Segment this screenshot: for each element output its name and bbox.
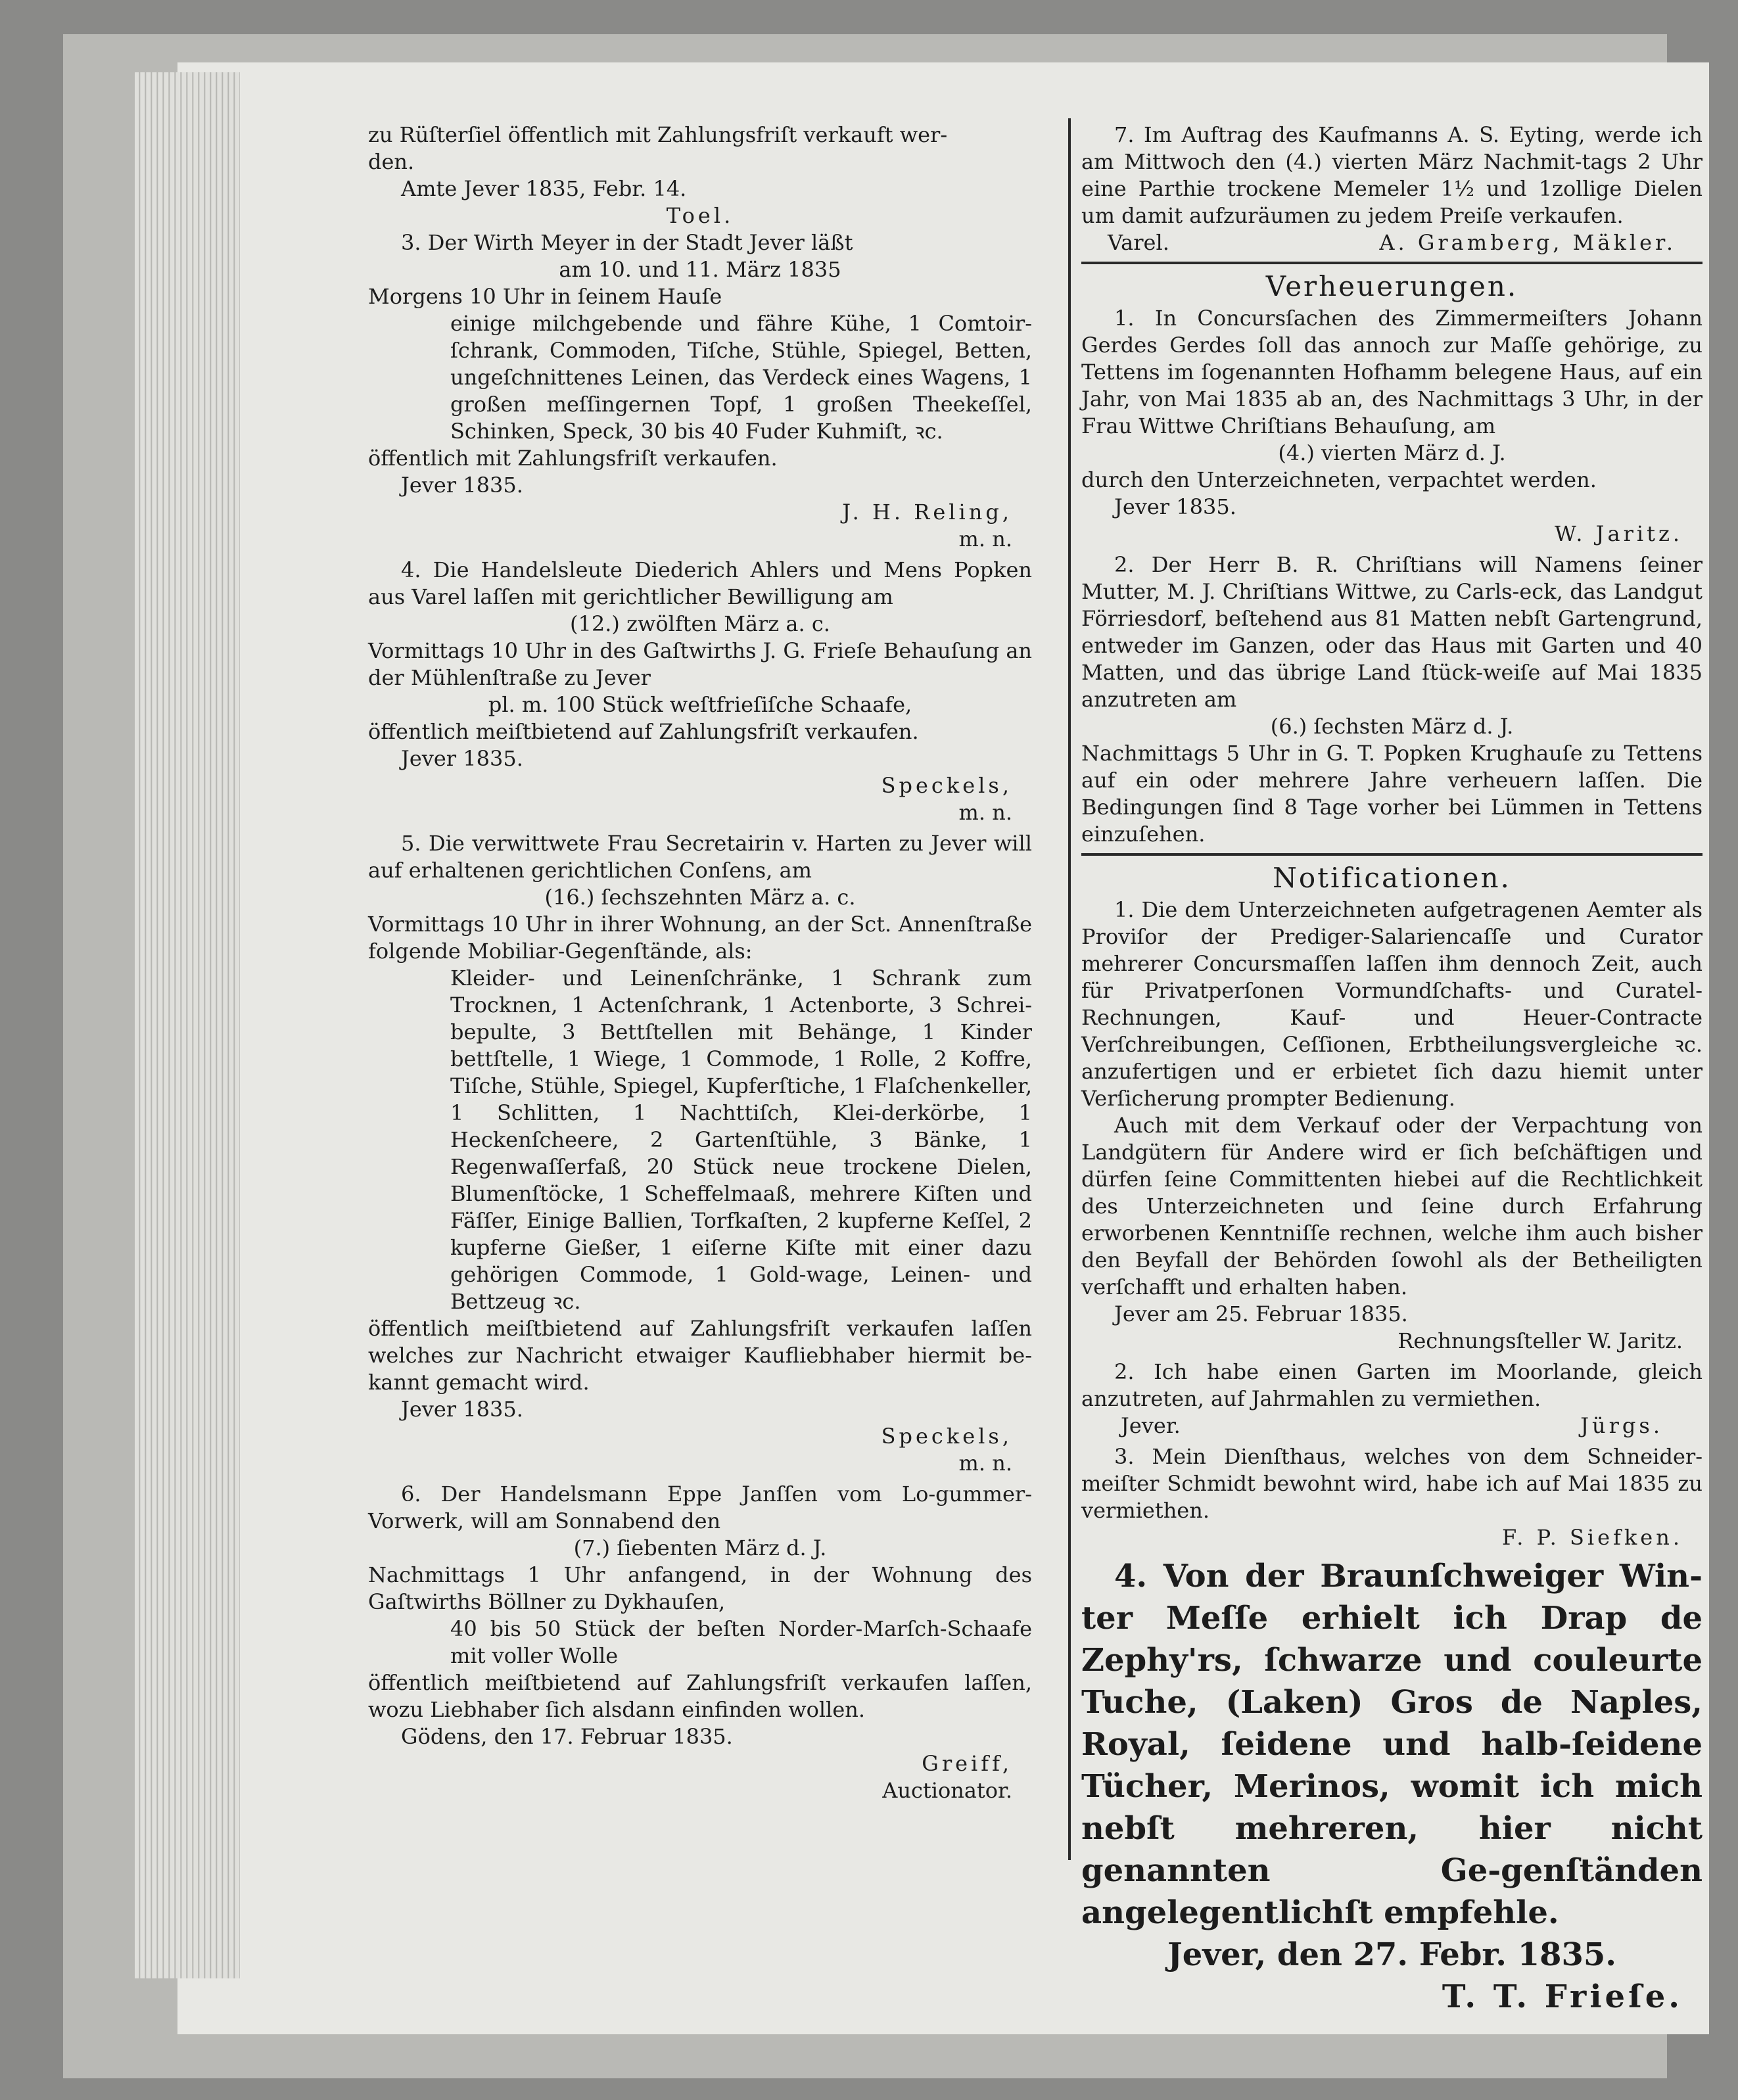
signature-suffix: Auctionator. [882, 1778, 1012, 1803]
notice-4-item: pl. m. 100 Stück weſtfrieſiſche Schaafe, [488, 692, 912, 717]
signature: F. P. Siefken. [1502, 1525, 1683, 1550]
signature: A. Gramberg, Mäkler. [1379, 230, 1676, 255]
notice-5-date: (16.) ſechszehnten März a. c. [544, 885, 856, 910]
right-column [1068, 122, 1703, 2018]
lease-2-date: (6.) ſechsten März d. J. [1270, 714, 1514, 739]
signature: Greiff, [922, 1751, 1012, 1776]
section-heading: Verheuerungen. [1265, 270, 1518, 302]
page-edges [135, 72, 240, 1978]
place-date: Jever 1835. [401, 1397, 523, 1422]
place-date: Jever am 25. Februar 1835. [1114, 1301, 1408, 1326]
notice-6-body: Nachmittags 1 Uhr anfangend, in der Wohnung des Gaſtwirths Böllner zu Dykhauſen, [368, 1562, 1032, 1614]
notice-4-date: (12.) zwölften März a. c. [570, 611, 830, 636]
section-heading: Notificationen. [1273, 862, 1511, 894]
notification-2-footer [1081, 1412, 1703, 1439]
notice-6-item: 40 bis 50 Stück der beſten Norder-Marſch-Schaafe mit voller Wolle [450, 1616, 1032, 1668]
notice-3-end: öffentlich mit Zahlungsfriſt verkaufen. [368, 446, 778, 471]
text-line: zu Rüſterſiel öffentlich mit Zahlungsfriſt verkauft wer- [368, 122, 948, 147]
notice-3-time: Morgens 10 Uhr in ſeinem Hauſe [368, 284, 722, 309]
text-line: den. [368, 149, 415, 174]
signature: Rechnungsſteller W. Jaritz. [1397, 1328, 1683, 1353]
place-date: Gödens, den 17. Februar 1835. [401, 1724, 733, 1749]
notification-1-text-2: Auch mit dem Verkauf oder der Verpachtung von Landgütern für Andere wird er ſich beſchäftigen und dürfen ſeine Committenten hiebei auf die Rechtlichkeit des Unterzeichneten und ſeine durch Erfahrung erworbenen Kenntniſſe rechnen, welche ihm auch bisher den Beyfall der Behörden ſowohl als der Betheiligten verſchafft und erhalten haben. [1081, 1113, 1703, 1299]
notice-6-intro: 6. Der Handelsmann Eppe Janſſen vom Lo-gummer-Vorwerk, will am Sonnabend den [368, 1482, 1032, 1533]
notice-3-intro: 3. Der Wirth Meyer in der Stadt Jever läßt [401, 230, 853, 255]
notice-5-body: Vormittags 10 Uhr in ihrer Wohnung, an der Sct. Annenſtraße folgende Mobiliar-Gegenſtände, als: [368, 912, 1032, 964]
notice-4-body: Vormittags 10 Uhr in des Gaſtwirths J. G. Frieſe Behauſung an der Mühlenſtraße zu Jever [368, 638, 1032, 690]
section-rule [1081, 262, 1703, 264]
lease-2-text: 2. Der Herr B. R. Chriſtians will Namens ſeiner Mutter, M. J. Chriſtians Wittwe, zu Carls-eck, das Landgut Förriesdorf, beſtehend aus 81 Matten nebſt Gartengrund, entweder im Ganzen, oder das Haus mit Garten und 40 Matten, und das übrige Land ſtück-weiſe auf Mai 1835 anzutreten am [1081, 552, 1703, 712]
signature: Speckels, [881, 773, 1012, 798]
notification-3-text: 3. Mein Dienſthaus, welches von dem Schneider-meiſter Schmidt bewohnt wird, habe ich auf Mai 1835 zu vermiethen. [1081, 1444, 1703, 1523]
lease-1-text: 1. In Concursſachen des Zimmermeiſters Johann Gerdes Gerdes ſoll das annoch zur Maſſe gehörige, zu Tettens im ſogenannten Hofhamm belegene Haus, auf ein Jahr, von Mai 1835 ab an, des Nachmittags 3 Uhr, in der Frau Wittwe Chriſtians Behauſung, am [1081, 306, 1703, 438]
notice-4-end: öffentlich meiſtbietend auf Zahlungsfriſt verkaufen. [368, 719, 919, 744]
notice-4-intro: 4. Die Handelsleute Diederich Ahlers und Mens Popken aus Varel laſſen mit gerichtlicher Bewilligung am [368, 557, 1032, 609]
place-date: Jever 1835. [1114, 494, 1236, 519]
notice-7-footer [1081, 229, 1703, 256]
signature-suffix: m. n. [958, 526, 1012, 551]
place-date: Jever. [1121, 1413, 1181, 1438]
signature: T. T. Frieſe. [1442, 1978, 1683, 2015]
notice-5-items: Kleider- und Leinenſchränke, 1 Schrank zum Trocknen, 1 Actenſchrank, 1 Actenborte, 3 Schrei-bepulte, 3 Bettſtellen mit Behänge, 1 Kinder bettſtelle, 1 Wiege, 1 Commode, 1 Rolle, 2 Koffre, Tiſche, Stühle, Spiegel, Kupferſtiche, 1 Flaſchenkeller, 1 Schlitten, 1 Nachttiſch, Klei-derkörbe, 1 Heckenſcheere, 2 Gartenſtühle, 3 Bänke, 1 Regenwaſſerfaß, 20 Stück neue trockene Dielen, Blumenſtöcke, 1 Scheffelmaaß, mehrere Kiſten und Fäſſer, Einige Ballien, Torfkaſten, 2 kupferne Keſſel, 2 kupferne Gießer, 1 eiſerne Kiſte mit einer dazu gehörigen Commode, 1 Gold-wage, Leinen- und Bettzeug ꝛc. [450, 966, 1032, 1314]
place-date: Varel. [1108, 230, 1169, 255]
notice-3-date: am 10. und 11. März 1835 [559, 257, 841, 282]
signature-suffix: m. n. [958, 1451, 1012, 1476]
signature: Jürgs. [1580, 1413, 1663, 1438]
place-date: Jever 1835. [401, 746, 523, 771]
notice-5-intro: 5. Die verwittwete Frau Secretairin v. Harten zu Jever will auf erhaltenen gerichtlichen Conſens, am [368, 831, 1032, 883]
notice-6-date: (7.) ſiebenten März d. J. [573, 1535, 827, 1560]
notification-1-text: 1. Die dem Unterzeichneten aufgetragenen Aemter als Proviſor der Prediger-Salariencaſſe und Curator mehrerer Concursmaſſen laſſen ihm dennoch Zeit, auch für Privatperſonen Vormundſchafts- und Curatel-Rechnungen, Kauf- und Heuer-Contracte Verſchreibungen, Ceſſionen, Erbtheilungsvergleiche ꝛc. anzufertigen und er erbietet ſich dazu hiemit unter Verſicherung prompter Bedienung. [1081, 897, 1703, 1111]
signature: Toel. [666, 203, 734, 228]
notice-6-end: öffentlich meiſtbietend auf Zahlungsfriſt verkaufen laſſen, wozu Liebhaber ſich alsdann einfinden wollen. [368, 1670, 1032, 1722]
notice-7-text: 7. Im Auftrag des Kaufmanns A. S. Eyting, werde ich am Mittwoch den (4.) vierten März Nachmit-tags 2 Uhr eine Parthie trockene Memeler 1½ und 1zollige Dielen um damit aufzuräumen zu jedem Preiſe verkaufen. [1081, 122, 1703, 228]
place-date: Jever, den 27. Febr. 1835. [1167, 1936, 1616, 1973]
notice-3-items: einige milchgebende und fähre Kühe, 1 Comtoir-ſchrank, Commoden, Tiſche, Stühle, Spiegel, Betten, ungeſchnittenes Leinen, das Verdeck eines Wagens, 1 großen meſſingernen Topf, 1 großen Theekeſſel, Schinken, Speck, 30 bis 40 Fuder Kuhmiſt, ꝛc. [450, 311, 1032, 444]
lease-1-date: (4.) vierten März d. J. [1278, 440, 1506, 465]
notification-2-text: 2. Ich habe einen Garten im Moorlande, gleich anzutreten, auf Jahrmahlen zu vermiethen. [1081, 1359, 1703, 1411]
signature: J. H. Reling, [842, 500, 1012, 525]
place-date: Jever 1835. [401, 473, 523, 498]
notice-5-end: öffentlich meiſtbietend auf Zahlungsfriſt verkaufen laſſen welches zur Nachricht etwaiger Kaufliebhaber hiermit be-kannt gemacht wird. [368, 1316, 1032, 1395]
signature-suffix: m. n. [958, 800, 1012, 825]
left-column [368, 122, 1032, 1804]
place-date: Amte Jever 1835, Febr. 14. [401, 176, 687, 201]
section-rule [1081, 853, 1703, 856]
signature: W. Jaritz. [1555, 521, 1683, 546]
notification-4-text: 4. Von der Braunſchweiger Win-ter Meſſe erhielt ich Drap de Zephy'rs, ſchwarze und couleurte Tuche, (Laken) Gros de Naples, Royal, ſeidene und halb-ſeidene Tücher, Merinos, womit ich mich nebſt mehreren, hier nicht genannten Ge-genſtänden angelegentlichſt empfehle. [1081, 1558, 1703, 1931]
signature: Speckels, [881, 1424, 1012, 1449]
lease-1-end: durch den Unterzeichneten, verpachtet werden. [1081, 467, 1597, 492]
lease-2-end: Nachmittags 5 Uhr in G. T. Popken Krughauſe zu Tettens auf ein oder mehrere Jahre verheuern laſſen. Die Bedingungen ſind 8 Tage vorher bei Lümmen in Tettens einzuſehen. [1081, 741, 1703, 847]
